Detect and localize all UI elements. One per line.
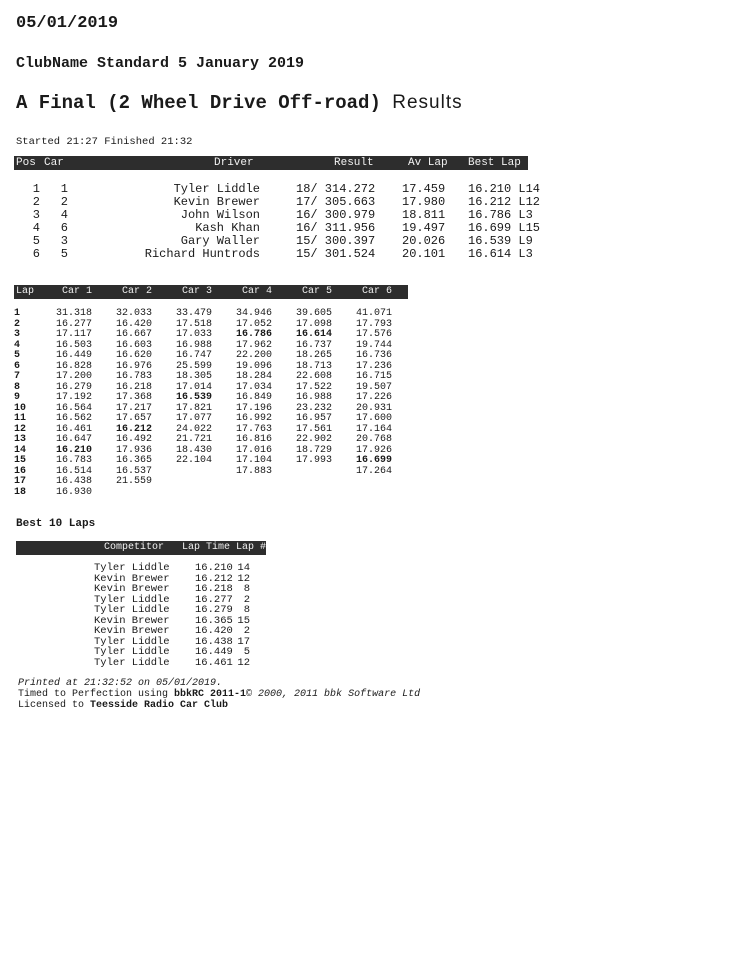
lap-number: 9 [14,392,21,403]
lap-time-car-1: 16.828 [56,360,93,372]
best-lap-number: 8 [243,583,250,595]
lap-time-car-5: 18.265 [296,350,333,361]
results-cell-pos: 4 [32,221,40,235]
lap-time-car-1: 16.514 [56,465,93,477]
best-lap-number: 12 [237,572,250,585]
lap-time-car-1: 16.210 [56,444,93,456]
lap-number: 6 [14,360,21,372]
lap-time-car-2: 16.620 [116,350,153,361]
header-lap: Lap [16,286,35,297]
header-laptime: Lap Time [182,542,231,553]
lap-time-car-1: 17.200 [56,371,93,382]
lap-time-car-2: 21.559 [116,476,153,487]
best-lap-competitor: Tyler Liddle [94,562,170,574]
lap-time-car-2: 16.537 [116,465,153,477]
results-cell-avlap: 20.026 [402,234,446,248]
results-cell-driver: Kevin Brewer [173,195,260,209]
results-cell-bestlap: 16.539 L9 [468,234,533,248]
best-lap-row [0,626,300,637]
results-cell-car: 4 [60,208,68,222]
lap-row [0,488,420,499]
header-car-2: Car 2 [122,286,153,297]
lap-time-car-4: 17.104 [236,455,273,466]
lap-time-car-4: 16.849 [236,392,273,403]
results-cell-pos: 1 [32,182,40,196]
print-date: 05/01/2019 [16,14,119,33]
lap-time-car-4: 17.196 [236,402,273,414]
best-lap-time: 16.212 [195,572,233,585]
header-lapno: Lap # [236,542,267,553]
results-cell-result: 16/ 300.979 [296,208,376,222]
results-cell-driver: Kash Khan [195,221,260,235]
timed-prefix: Timed to Perfection using [18,689,175,700]
lap-time-car-6: 20.931 [356,402,393,414]
lap-number: 16 [14,465,27,477]
lap-time-car-4: 17.016 [236,444,273,456]
lap-time-car-6: 17.236 [356,360,393,372]
best-lap-row [0,563,300,574]
results-cell-car: 6 [60,221,68,235]
title-main: A Final (2 Wheel Drive Off-road) [16,92,381,114]
best-lap-time: 16.449 [195,646,233,658]
lap-time-car-1: 16.449 [56,350,93,361]
header-car-3: Car 3 [182,286,213,297]
lap-time-car-2: 16.603 [116,339,153,351]
lap-time-car-3: 18.305 [176,371,213,382]
lap-time-car-5: 17.993 [296,455,333,466]
best-lap-time: 16.210 [195,562,233,574]
lap-row [0,456,420,467]
lap-time-car-2: 16.420 [116,318,153,330]
lap-time-car-2: 17.217 [116,402,153,414]
lap-time-car-2: 17.936 [116,444,153,456]
best-lap-time: 16.277 [195,593,233,606]
results-cell-bestlap: 16.699 L15 [468,221,541,235]
lap-time-car-1: 16.438 [56,476,93,487]
lap-time-car-3: 17.821 [176,402,213,414]
lap-number: 5 [14,350,21,361]
best-lap-competitor: Tyler Liddle [94,604,170,616]
best-lap-row [0,584,300,595]
best-lap-number: 15 [237,614,250,627]
lap-number: 14 [14,444,27,456]
lap-number: 18 [14,486,27,498]
results-cell-result: 15/ 300.397 [296,234,376,248]
header-car-5: Car 5 [302,286,333,297]
best-lap-competitor: Tyler Liddle [94,656,170,669]
lap-time-car-3: 16.539 [176,392,213,403]
lap-time-car-2: 32.033 [116,308,153,319]
best-lap-row [0,658,300,669]
lap-number: 11 [14,413,27,424]
lap-time-car-3: 17.077 [176,413,213,424]
lap-time-car-1: 16.930 [56,486,93,498]
lap-time-car-4: 22.200 [236,350,273,361]
best-lap-number: 2 [243,593,250,606]
lap-time-car-6: 20.768 [356,434,393,445]
lap-number: 13 [14,434,27,445]
lap-time-car-6: 17.226 [356,392,393,403]
results-cell-result: 17/ 305.663 [296,195,376,209]
lap-time-car-2: 16.667 [116,329,153,340]
best-lap-competitor: Kevin Brewer [94,572,170,585]
lap-number: 4 [14,339,21,351]
results-cell-result: 15/ 301.524 [296,247,376,261]
best-lap-time: 16.279 [195,604,233,616]
results-cell-car: 1 [60,182,68,196]
best-lap-time: 16.365 [195,614,233,627]
lap-row [0,330,420,341]
lap-time-car-2: 16.365 [116,455,153,466]
results-cell-pos: 3 [32,208,40,222]
best-lap-number: 17 [237,635,250,648]
lap-time-car-5: 16.737 [296,339,333,351]
lap-time-car-2: 16.783 [116,371,153,382]
lap-row [0,393,420,404]
lap-time-car-2: 16.218 [116,381,153,393]
lap-table [0,309,420,499]
results-cell-bestlap: 16.614 L3 [468,247,533,261]
lap-time-car-3: 18.430 [176,444,213,456]
header-car-6: Car 6 [362,286,393,297]
lap-number: 17 [14,476,27,487]
lap-time-car-6: 16.736 [356,350,393,361]
best-lap-row [0,647,300,658]
lap-time-car-3: 17.518 [176,318,213,330]
lap-time-car-1: 16.503 [56,339,93,351]
lap-row [0,414,420,425]
lap-time-car-4: 17.052 [236,318,273,330]
best-lap-competitor: Kevin Brewer [94,583,170,595]
lap-row [0,477,420,488]
lap-time-car-3: 17.033 [176,329,213,340]
best-laps-header [16,541,266,555]
lap-time-car-2: 16.212 [116,423,153,435]
lap-number: 10 [14,402,27,414]
lap-table-header [14,285,408,299]
results-cell-result: 18/ 314.272 [296,182,376,196]
lap-time-car-2: 17.657 [116,413,153,424]
results-table [0,183,560,263]
results-cell-car: 2 [60,195,68,209]
lap-time-car-5: 17.561 [296,423,333,435]
lap-time-car-1: 31.318 [56,308,93,319]
lap-time-car-6: 17.264 [356,465,393,477]
lap-time-car-2: 17.368 [116,392,153,403]
lap-time-car-1: 16.277 [56,318,93,330]
lap-time-car-4: 17.883 [236,465,273,477]
lap-time-car-6: 17.164 [356,423,393,435]
lap-time-car-5: 22.902 [296,434,333,445]
header-car: Car [44,157,64,169]
lap-time-car-5: 16.957 [296,413,333,424]
best-lap-time: 16.438 [195,635,233,648]
header-car-1: Car 1 [62,286,93,297]
lap-number: 15 [14,455,27,466]
best-lap-number: 5 [243,646,250,658]
lap-time-car-1: 17.117 [56,329,93,340]
results-cell-avlap: 17.459 [402,182,446,196]
lap-time-car-5: 18.713 [296,360,333,372]
page-title [16,92,463,114]
results-cell-bestlap: 16.212 L12 [468,195,541,209]
results-cell-avlap: 18.811 [402,208,446,222]
lap-row [0,351,420,362]
lap-time-car-6: 19.507 [356,381,393,393]
lap-row [0,309,420,320]
lap-time-car-3: 24.022 [176,423,213,435]
results-cell-driver: Tyler Liddle [173,182,260,196]
lap-time-car-3: 17.014 [176,381,213,393]
header-pos: Pos [16,157,36,169]
results-cell-car: 5 [60,247,68,261]
lap-time-car-1: 16.647 [56,434,93,445]
results-cell-driver: Gary Waller [180,234,260,248]
header-result: Result [334,157,374,169]
best-lap-time: 16.218 [195,583,233,595]
licensed-to: Teesside Radio Car Club [90,700,229,711]
lap-time-car-6: 41.071 [356,308,393,319]
lap-number: 2 [14,318,21,330]
timed-line [18,689,420,700]
results-cell-result: 16/ 311.956 [296,221,376,235]
lap-time-car-4: 17.763 [236,423,273,435]
best-lap-competitor: Tyler Liddle [94,593,170,606]
lap-time-car-5: 16.988 [296,392,333,403]
header-car-4: Car 4 [242,286,273,297]
lap-time-car-4: 16.786 [236,329,273,340]
results-cell-avlap: 17.980 [402,195,446,209]
best-lap-time: 16.420 [195,625,233,637]
lap-time-car-4: 17.034 [236,381,273,393]
results-cell-bestlap: 16.210 L14 [468,182,541,196]
lap-time-car-6: 16.699 [356,455,393,466]
lap-time-car-3: 25.599 [176,360,213,372]
header-bestlap: Best Lap [468,157,521,169]
results-cell-driver: Richard Huntrods [144,247,260,261]
lap-time-car-6: 16.715 [356,371,393,382]
lap-time-car-6: 17.576 [356,329,393,340]
lap-time-car-1: 16.562 [56,413,93,424]
best-lap-competitor: Kevin Brewer [94,625,170,637]
lap-time-car-5: 18.729 [296,444,333,456]
header-driver: Driver [214,157,254,169]
licensed-prefix: Licensed to [18,700,91,711]
results-cell-bestlap: 16.786 L3 [468,208,533,222]
lap-time-car-5: 39.605 [296,308,333,319]
lap-time-car-3: 16.747 [176,350,213,361]
lap-time-car-4: 16.992 [236,413,273,424]
lap-time-car-1: 16.783 [56,455,93,466]
results-cell-pos: 2 [32,195,40,209]
lap-time-car-3: 21.721 [176,434,213,445]
lap-time-car-1: 16.279 [56,381,93,393]
best-laps-title: Best 10 Laps [16,518,96,530]
lap-time-car-3: 16.988 [176,339,213,351]
lap-time-car-6: 17.600 [356,413,393,424]
results-header [14,156,528,170]
timed-product: bbkRC 2011-1 [174,689,247,700]
results-cell-pos: 5 [32,234,40,248]
results-row [0,248,560,261]
header-competitor: Competitor [104,542,165,553]
best-lap-time: 16.461 [195,656,233,669]
lap-time-car-4: 17.962 [236,339,273,351]
lap-time-car-2: 16.976 [116,360,153,372]
header-avlap: Av Lap [408,157,448,169]
club-line: ClubName Standard 5 January 2019 [16,55,305,72]
results-cell-car: 3 [60,234,68,248]
printed-at: Printed at 21:32:52 on 05/01/2019. [18,678,223,689]
lap-time-car-4: 19.096 [236,360,273,372]
lap-number: 8 [14,381,21,393]
lap-time-car-1: 16.461 [56,423,93,435]
best-lap-number: 12 [237,656,250,669]
best-lap-competitor: Tyler Liddle [94,646,170,658]
lap-time-car-6: 17.926 [356,444,393,456]
lap-time-car-6: 19.744 [356,339,393,351]
lap-number: 7 [14,371,21,382]
timed-suffix: © 2000, 2011 bbk Software Ltd [246,689,421,700]
lap-time-car-3: 22.104 [176,455,213,466]
lap-time-car-5: 16.614 [296,329,333,340]
results-cell-pos: 6 [32,247,40,261]
started-finished: Started 21:27 Finished 21:32 [16,136,193,148]
best-lap-competitor: Tyler Liddle [94,635,170,648]
lap-time-car-5: 22.608 [296,371,333,382]
results-cell-avlap: 19.497 [402,221,446,235]
lap-number: 3 [14,329,21,340]
results-cell-avlap: 20.101 [402,247,446,261]
lap-time-car-4: 16.816 [236,434,273,445]
lap-row [0,372,420,383]
best-lap-number: 2 [243,625,250,637]
title-suffix: Results [392,92,463,113]
best-lap-number: 14 [237,562,250,574]
lap-number: 12 [14,423,27,435]
lap-time-car-4: 18.284 [236,371,273,382]
lap-time-car-1: 16.564 [56,402,93,414]
lap-time-car-5: 17.098 [296,318,333,330]
results-cell-driver: John Wilson [180,208,260,222]
best-lap-row [0,605,300,616]
lap-number: 1 [14,308,21,319]
lap-time-car-3: 33.479 [176,308,213,319]
lap-time-car-2: 16.492 [116,434,153,445]
best-laps-table [0,563,300,673]
licensed-line [18,700,228,711]
lap-time-car-4: 34.946 [236,308,273,319]
best-lap-competitor: Kevin Brewer [94,614,170,627]
lap-time-car-1: 17.192 [56,392,93,403]
lap-row [0,435,420,446]
best-lap-number: 8 [243,604,250,616]
lap-time-car-5: 17.522 [296,381,333,393]
lap-time-car-5: 23.232 [296,402,333,414]
lap-time-car-6: 17.793 [356,318,393,330]
